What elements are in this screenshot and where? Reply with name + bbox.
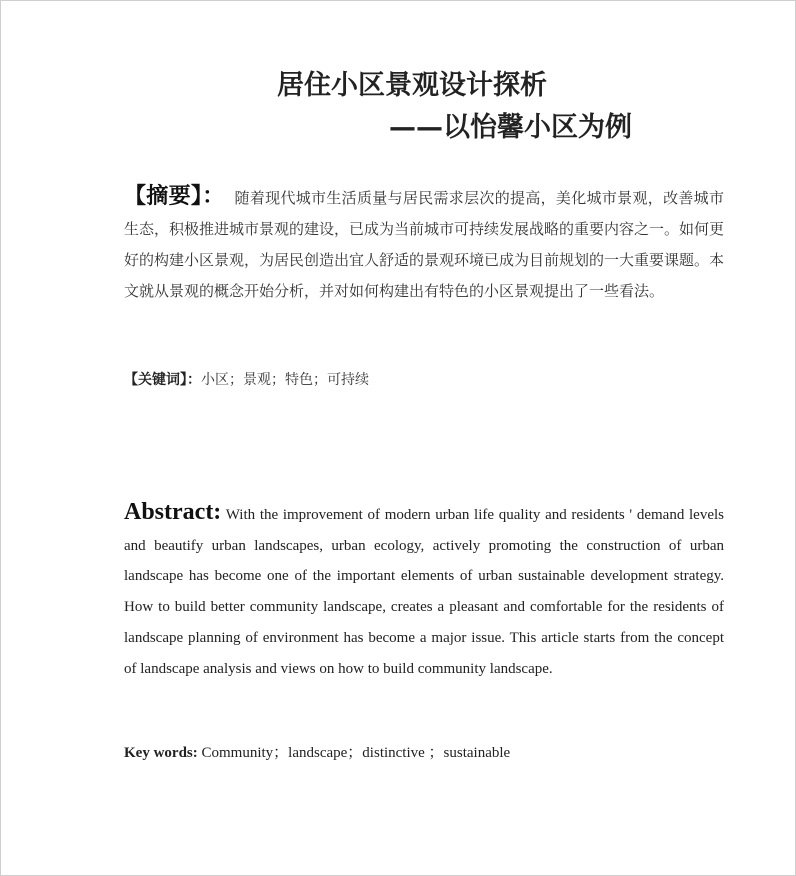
chinese-abstract [124, 181, 724, 307]
english-abstract-text: With the improvement of modern urban life quality and residents ' demand levels and beautify urban landscapes, urban ecology, actively promoting the construction of urban landscape has become one of the important elements of urban sustainable development strategy. How to build better community landscape, creates a pleasant and comfortable for the residents of landscape planning of environment has become a major issue. This article starts from the concept of landscape analysis and views on how to build community landscape. [124, 507, 724, 677]
english-abstract-label: Abstract: [124, 499, 222, 525]
chinese-keywords-label: 【关键词】： [124, 372, 201, 388]
english-keywords [124, 741, 510, 762]
english-keywords-label: Key words: [124, 745, 198, 761]
english-abstract [124, 497, 724, 684]
chinese-keywords [124, 369, 369, 389]
page-title: 居住小区景观设计探析 [277, 70, 547, 101]
english-keywords-text: Community；landscape；distinctive ；sustainable [201, 745, 511, 761]
page-subtitle: ——以怡馨小区为例 [389, 112, 632, 143]
chinese-keywords-text: 小区；景观；特色；可持续 [201, 372, 369, 388]
chinese-abstract-text: 随着现代城市生活质量与居民需求层次的提高，美化城市景观，改善城市生态，积极推进城市景观的建设，已成为当前城市可持续发展战略的重要内容之一。如何更好的构建小区景观，为居民创造出宜人舒适的景观环境已成为目前规划的一大重要课题。本文就从景观的概念开始分析，并对如何构建出有特色的小区景观提出了一些看法。 [124, 189, 725, 300]
chinese-abstract-label: 【摘要】： [124, 184, 225, 209]
